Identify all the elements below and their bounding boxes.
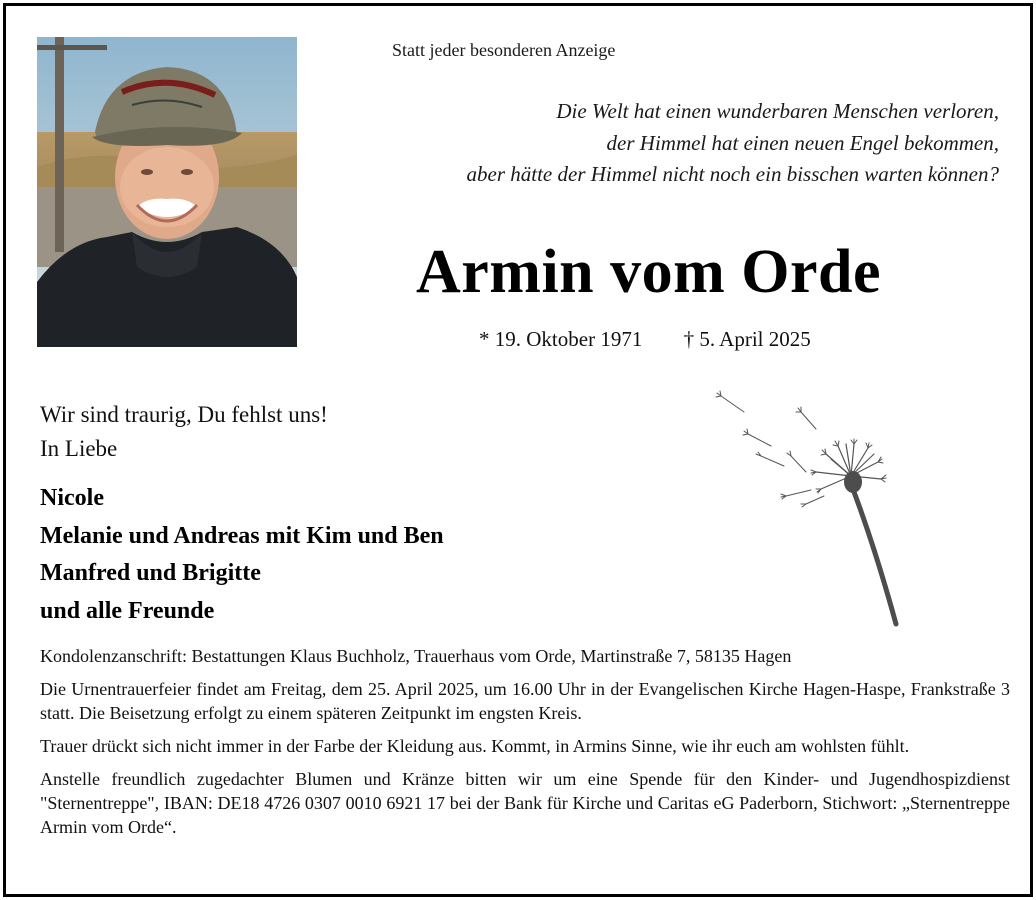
ceremony-details: Die Urnentrauerfeier findet am Freitag, dem 25. April 2025, um 16.00 Uhr in der Evangelischen Kirche Hagen-Haspe, Frankstraße 3 statt. Die Beisetzung erfolgt zu einem späteren Zeitpunkt im engsten Kreis. <box>40 679 1010 723</box>
mourner-4: und alle Freunde <box>40 597 215 624</box>
portrait-photo <box>37 37 297 347</box>
birth-date: * 19. Oktober 1971 <box>479 327 643 351</box>
condolence-address: Kondolenzanschrift: Bestattungen Klaus Buchholz, Trauerhaus vom Orde, Martinstraße 7, 58135 Hagen <box>40 646 792 666</box>
mourner-3: Manfred und Brigitte <box>40 560 261 586</box>
sorrow-text <box>40 398 328 466</box>
info-section <box>40 644 1010 848</box>
deceased-name: Armin vom Orde <box>416 238 882 306</box>
donation-request: Anstelle freundlich zugedachter Blumen und Kränze bitten wir um eine Spende für den Kinder- und Jugendhospizdienst "Sternentreppe", IBAN: DE18 4726 0307 0010 6921 17 bei der Bank für Kirche und Caritas eG Paderborn, Stichwort: „Sternentreppe Armin vom Orde“. <box>40 769 1010 837</box>
poem-line-1: Die Welt hat einen wunderbaren Menschen verloren, <box>556 99 999 123</box>
life-dates <box>479 327 811 352</box>
memorial-poem <box>359 96 999 191</box>
mourner-2: Melanie und Andreas mit Kim und Ben <box>40 522 444 549</box>
dandelion-icon <box>706 384 906 634</box>
clothing-note: Trauer drückt sich nicht immer in der Farbe der Kleidung aus. Kommt, in Armins Sinne, wie ihr euch am wohlsten fühlt. <box>40 736 910 756</box>
poem-line-3: aber hätte der Himmel nicht noch ein bisschen warten können? <box>466 162 999 186</box>
poem-line-2: der Himmel hat einen neuen Engel bekommen, <box>606 130 999 155</box>
mourner-1: Nicole <box>40 485 104 511</box>
obituary-frame <box>3 3 1033 897</box>
announcement-note: Statt jeder besonderen Anzeige <box>392 40 616 60</box>
in-love-line: In Liebe <box>40 436 118 461</box>
mourners-list <box>40 480 444 630</box>
sorrow-line: Wir sind traurig, Du fehlst uns! <box>40 402 328 427</box>
death-date: † 5. April 2025 <box>683 327 811 351</box>
